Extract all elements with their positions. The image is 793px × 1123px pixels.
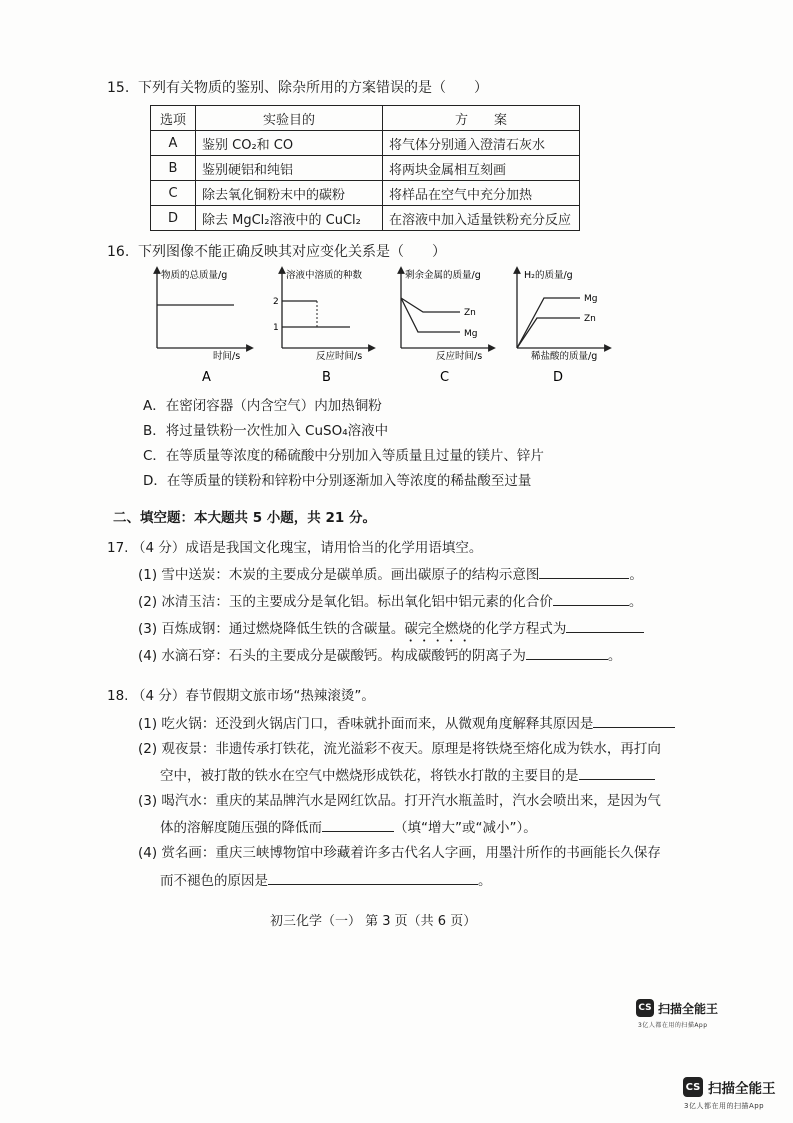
q18-item-3-line-1: (3) 喝汽水：重庆的某品牌汽水是网红饮品。打开汽水瓶盖时，汽水会喷出来，是因为气 xyxy=(138,793,661,809)
scanner-watermark-small xyxy=(636,999,718,1017)
graph-d-zn-line xyxy=(517,318,580,348)
table-row xyxy=(151,181,580,206)
q17-item-4 xyxy=(138,645,621,665)
table-cell: 除去氧化铜粉末中的碳粉 xyxy=(196,181,383,206)
page-footer: 初三化学（一） 第 3 页（共 6 页） xyxy=(270,914,477,929)
section-title: 二、填空题：本大题共 5 小题，共 21 分。 xyxy=(113,510,376,526)
graph-b-letter: B xyxy=(322,370,331,385)
q17-item-1-text: (1) 雪中送炭：木炭的主要成分是碳单质。画出碳原子的结构示意图 xyxy=(138,567,540,583)
q16-option-c: C．在等质量等浓度的稀硫酸中分别加入等质量且过量的镁片、锌片 xyxy=(143,448,544,464)
cs-logo-icon: CS xyxy=(636,999,654,1017)
answer-blank[interactable] xyxy=(268,870,478,885)
table-row xyxy=(151,131,580,156)
graph-b-tick-2: 2 xyxy=(273,297,279,307)
table-cell: 鉴别 CO₂和 CO xyxy=(196,131,383,156)
table-cell: D xyxy=(151,206,196,231)
graph-a-letter: A xyxy=(202,370,211,385)
graph-d-mg-label: Mg xyxy=(584,294,598,304)
graph-d xyxy=(517,269,608,385)
cs-logo-icon: CS xyxy=(683,1077,703,1097)
table-cell: 将两块金属相互刻画 xyxy=(383,156,580,181)
q18-item-3-hint: （填“增大”或“减小”）。 xyxy=(394,820,537,836)
graph-c-xlabel: 反应时间/s xyxy=(436,351,483,362)
q16-option-b: B．将过量铁粉一次性加入 CuSO₄溶液中 xyxy=(143,423,389,439)
q17-number: 17. xyxy=(107,540,129,556)
graph-c-zn-line xyxy=(401,298,460,312)
q18-item-4-end: 。 xyxy=(478,873,492,889)
q17-item-2 xyxy=(138,591,642,611)
q18-item-4-text: 而不褪色的原因是 xyxy=(160,873,268,889)
graph-d-letter: D xyxy=(553,370,564,385)
graph-a-ylabel: 物质的总质量/g xyxy=(161,270,228,281)
q18-item-2-text: 空中，被打散的铁水在空气中燃烧形成铁花，将铁水打散的主要目的是 xyxy=(160,768,579,784)
answer-blank[interactable] xyxy=(322,817,394,832)
answer-blank[interactable] xyxy=(539,564,629,579)
table-cell: 将样品在空气中充分加热 xyxy=(383,181,580,206)
watermark-tagline: 3亿人都在用的扫描App xyxy=(684,1102,765,1110)
q17-item-3-text-a: (3) 百炼成钢：通过燃烧降低生铁的含碳量。 xyxy=(138,621,405,637)
table-cell: 鉴别硬铝和纯铝 xyxy=(196,156,383,181)
q18-item-2-line-1: (2) 观夜景：非遗传承打铁花，流光溢彩不夜天。原理是将铁烧至熔化成为铁水，再打向 xyxy=(138,741,661,757)
graph-a xyxy=(157,269,250,385)
table-row xyxy=(151,156,580,181)
table-cell: C xyxy=(151,181,196,206)
graph-d-xlabel: 稀盐酸的质量/g xyxy=(531,351,598,362)
q16-option-d: D．在等质量的镁粉和锌粉中分别逐渐加入等浓度的稀盐酸至过量 xyxy=(143,473,532,489)
table-cell: A xyxy=(151,131,196,156)
graph-d-zn-label: Zn xyxy=(584,314,596,324)
q17-item-1-end: 。 xyxy=(629,567,643,583)
q17-item-2-text: (2) 冰清玉洁：玉的主要成分是氧化铝。标出氧化铝中铝元素的化合价 xyxy=(138,594,553,610)
graph-b-xlabel: 反应时间/s xyxy=(316,351,363,362)
table-row xyxy=(151,206,580,231)
graph-b xyxy=(273,269,372,385)
q15-stem: 下列有关物质的鉴别、除杂所用的方案错误的是（ ） xyxy=(138,80,488,96)
table-cell: 在溶液中加入适量铁粉充分反应 xyxy=(383,206,580,231)
watermark-brand: 扫描全能王 xyxy=(658,1001,719,1016)
table-cell: B xyxy=(151,156,196,181)
q17-stem: （4 分）成语是我国文化瑰宝，请用恰当的化学用语填空。 xyxy=(132,540,483,556)
answer-blank[interactable] xyxy=(593,713,675,728)
table-header-cell: 方 案 xyxy=(383,106,580,131)
q18-number: 18. xyxy=(107,688,129,704)
answer-blank[interactable] xyxy=(526,645,608,660)
q17-item-4-text: (4) 水滴石穿：石头的主要成分是碳酸钙。构成碳酸钙的阴离子为 xyxy=(138,648,526,664)
table-cell: 除去 MgCl₂溶液中的 CuCl₂ xyxy=(196,206,383,231)
q17-item-2-end: 。 xyxy=(628,594,643,610)
q18-item-2-line-2 xyxy=(160,765,655,785)
watermark-tagline: 3亿人都在用的扫描App xyxy=(638,1022,708,1029)
q16-option-a: A．在密闭容器（内含空气）内加热铜粉 xyxy=(143,398,382,414)
graph-c-mg-label: Mg xyxy=(464,329,478,339)
graph-a-xlabel: 时间/s xyxy=(213,351,241,362)
table-header-cell: 选项 xyxy=(151,106,196,131)
q18-item-3-line-2 xyxy=(160,817,537,837)
q15-option-table xyxy=(150,105,580,231)
graph-c-letter: C xyxy=(440,370,450,385)
q18-item-4-line-2 xyxy=(160,870,492,890)
q18-item-1-text: (1) 吃火锅：还没到火锅店门口，香味就扑面而来，从微观角度解释其原因是 xyxy=(138,716,594,732)
graph-c xyxy=(401,269,492,385)
q18-item-4-line-1: (4) 赏名画：重庆三峡博物馆中珍藏着许多古代名人字画，用墨汁所作的书画能长久保存 xyxy=(138,845,661,861)
graph-b-ylabel: 溶液中溶质的种数 xyxy=(286,270,363,281)
q17-item-3-emphasis: 碳完全燃烧 xyxy=(404,621,472,637)
q17-item-3-text-c: 的化学方程式为 xyxy=(471,621,567,637)
graph-d-mg-line xyxy=(517,298,580,348)
answer-blank[interactable] xyxy=(566,618,644,633)
graph-d-ylabel: H₂的质量/g xyxy=(524,270,573,281)
scanner-watermark-large xyxy=(683,1077,776,1097)
table-cell: 将气体分别通入澄清石灰水 xyxy=(383,131,580,156)
q18-stem: （4 分）春节假期文旅市场“热辣滚烫”。 xyxy=(132,688,375,704)
q16-graphs xyxy=(140,262,620,387)
q17-item-3 xyxy=(138,618,644,645)
answer-blank[interactable] xyxy=(553,591,629,606)
table-header-row xyxy=(151,106,580,131)
graph-c-ylabel: 剩余金属的质量/g xyxy=(405,270,481,281)
q15-number: 15. xyxy=(107,80,130,96)
q18-item-3-text: 体的溶解度随压强的降低而 xyxy=(160,820,322,836)
q17-item-1 xyxy=(138,564,643,584)
graph-b-tick-1: 1 xyxy=(273,323,279,333)
q16-stem: 下列图像不能正确反映其对应变化关系是（ ） xyxy=(138,244,446,260)
graph-c-zn-label: Zn xyxy=(464,308,476,318)
table-header-cell: 实验目的 xyxy=(196,106,383,131)
q16-number: 16. xyxy=(107,244,130,260)
q18-item-1 xyxy=(138,713,675,733)
watermark-brand: 扫描全能王 xyxy=(708,1081,776,1097)
answer-blank[interactable] xyxy=(579,765,655,780)
q17-item-4-end: 。 xyxy=(607,648,622,664)
